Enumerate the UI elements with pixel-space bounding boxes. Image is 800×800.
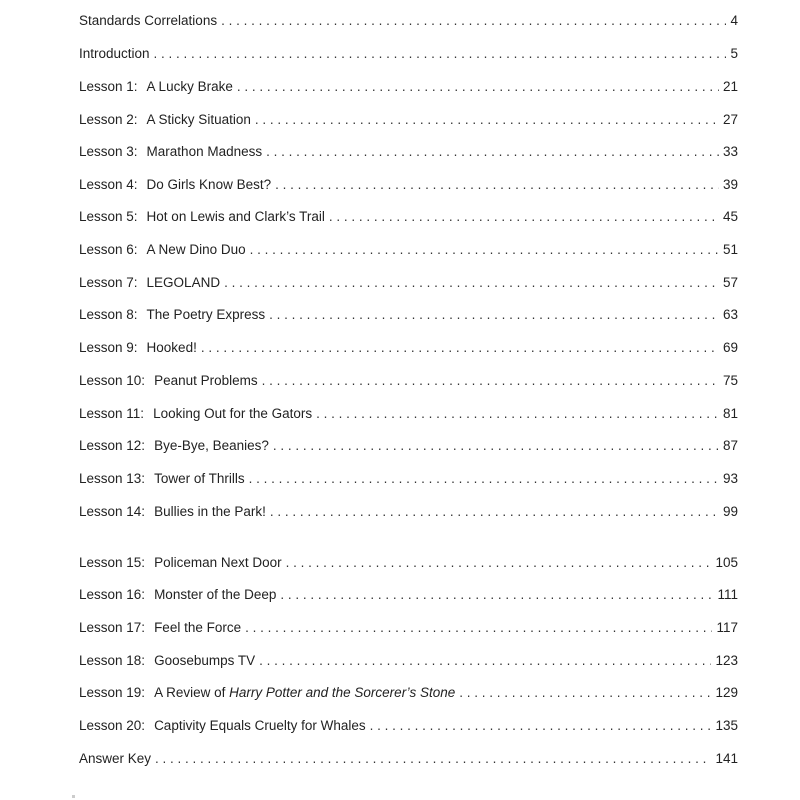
toc-entry-lesson-5[interactable]: [79, 206, 738, 228]
lesson-label: Lesson 19:: [79, 685, 146, 700]
lesson-label: Lesson 9:: [79, 340, 138, 355]
lesson-label: Lesson 11:: [79, 406, 145, 421]
dot-leader: [329, 206, 719, 228]
dot-leader: [249, 468, 719, 490]
toc-page-number: 5: [730, 46, 738, 61]
dot-leader: [270, 501, 719, 523]
toc-page-number: 21: [722, 79, 738, 94]
toc-entry-title: [79, 272, 220, 294]
lesson-title: A New Dino Duo: [146, 242, 246, 257]
dot-leader: [250, 239, 719, 261]
toc-entry-lesson-14[interactable]: [79, 501, 738, 523]
lesson-title-prefix: A Review of: [154, 685, 230, 700]
toc-entry-title: [79, 435, 269, 457]
dot-leader: [286, 552, 712, 574]
dot-leader: [224, 272, 719, 294]
lesson-label: Lesson 5:: [79, 209, 138, 224]
toc-entry-title: [79, 584, 276, 606]
toc-page-number: 81: [722, 406, 738, 421]
toc-page-number: 75: [722, 373, 738, 388]
dot-leader: [459, 682, 711, 704]
toc-entry-lesson-13[interactable]: [79, 468, 738, 490]
lesson-title: LEGOLAND: [146, 275, 221, 290]
toc-entry-title: [79, 617, 241, 639]
toc-entry-lesson-2[interactable]: [79, 109, 738, 131]
lesson-title: Feel the Force: [154, 620, 242, 635]
lesson-label: Lesson 15:: [79, 555, 146, 570]
lesson-label: Lesson 20:: [79, 718, 146, 733]
toc-page-number: 33: [722, 144, 738, 159]
toc-entry-lesson-20[interactable]: [79, 715, 738, 737]
lesson-label: Lesson 7:: [79, 275, 138, 290]
toc-entry-title: [79, 206, 325, 228]
toc-entry-lesson-16[interactable]: [79, 584, 738, 606]
toc-page-number: 4: [730, 13, 738, 28]
toc-entry-lesson-1[interactable]: [79, 76, 738, 98]
toc-entry-lesson-11[interactable]: [79, 403, 738, 425]
lesson-label: Lesson 8:: [79, 307, 138, 322]
lesson-label: Lesson 16:: [79, 587, 146, 602]
dot-leader: [154, 43, 727, 65]
toc-entry-title: [79, 239, 246, 261]
toc-entry-title: [79, 141, 262, 163]
toc-page-number: 51: [722, 242, 738, 257]
lesson-title: Policeman Next Door: [154, 555, 282, 570]
toc-entry-title: [79, 109, 251, 131]
dot-leader: [255, 109, 719, 131]
dot-leader: [269, 304, 719, 326]
toc-page-number: 27: [722, 112, 738, 127]
toc-page-number: 57: [722, 275, 738, 290]
toc-page-number: 63: [722, 307, 738, 322]
lesson-label: Lesson 18:: [79, 653, 146, 668]
lesson-title-italic: Harry Potter and the Sorcerer’s Stone: [229, 685, 456, 700]
toc-entry-title: [79, 682, 455, 704]
lesson-title: Tower of Thrills: [154, 471, 245, 486]
dot-leader: [266, 141, 719, 163]
toc-entry-lesson-12[interactable]: [79, 435, 738, 457]
lesson-title: Captivity Equals Cruelty for Whales: [154, 718, 366, 733]
lesson-title: A Lucky Brake: [146, 79, 233, 94]
toc-entry-lesson-4[interactable]: [79, 174, 738, 196]
toc-entry-title: [79, 337, 197, 359]
lesson-label: Lesson 2:: [79, 112, 138, 127]
lesson-title: The Poetry Express: [146, 307, 266, 322]
toc-entry-lesson-9[interactable]: [79, 337, 738, 359]
toc-page-number: 117: [716, 620, 738, 635]
toc-page-number: 129: [715, 685, 738, 700]
toc-entry-lesson-7[interactable]: [79, 272, 738, 294]
toc-entry-title: [79, 76, 233, 98]
toc-entry-introduction[interactable]: [79, 43, 738, 65]
dot-leader: [245, 617, 712, 639]
lesson-title: Hooked!: [146, 340, 197, 355]
toc-entry-lesson-10[interactable]: [79, 370, 738, 392]
lesson-label: Lesson 17:: [79, 620, 146, 635]
toc-entry-title: [79, 552, 282, 574]
lesson-label: Lesson 6:: [79, 242, 138, 257]
lesson-title: Peanut Problems: [154, 373, 258, 388]
toc-entry-lesson-8[interactable]: [79, 304, 738, 326]
toc-page-number: 87: [722, 438, 738, 453]
toc-page-number: 105: [715, 555, 738, 570]
toc-entry-lesson-18[interactable]: [79, 650, 738, 672]
dot-leader: [262, 370, 719, 392]
page-edge-mark: [72, 795, 75, 798]
lesson-label: Lesson 3:: [79, 144, 138, 159]
toc-page-number: 69: [722, 340, 738, 355]
dot-leader: [275, 174, 719, 196]
toc-entry-title: [79, 403, 312, 425]
dot-leader: [273, 435, 719, 457]
toc-entry-title: [79, 650, 255, 672]
toc-entry-title: [79, 715, 366, 737]
toc-entry-answer-key[interactable]: [79, 748, 738, 770]
toc-entry-title: [79, 174, 271, 196]
dot-leader: [237, 76, 719, 98]
toc-page-number: 93: [722, 471, 738, 486]
lesson-title: Bullies in the Park!: [154, 504, 266, 519]
lesson-title: Looking Out for the Gators: [153, 406, 313, 421]
toc-entry-lesson-17[interactable]: [79, 617, 738, 639]
toc-entry-lesson-15[interactable]: [79, 552, 738, 574]
toc-entry-lesson-3[interactable]: [79, 141, 738, 163]
lesson-title: Hot on Lewis and Clark’s Trail: [146, 209, 325, 224]
toc-entry-title: [79, 370, 258, 392]
dot-leader: [221, 10, 726, 32]
lesson-label: Lesson 14:: [79, 504, 146, 519]
toc-entry-title: [79, 304, 265, 326]
toc-page-number: 141: [715, 751, 738, 766]
toc-page-number: 99: [722, 504, 738, 519]
dot-leader: [370, 715, 712, 737]
dot-leader: [155, 748, 711, 770]
toc-page-number: 123: [715, 653, 738, 668]
lesson-title: Monster of the Deep: [154, 587, 277, 602]
lesson-title: Bye-Bye, Beanies?: [154, 438, 269, 453]
toc-page-number: 111: [717, 587, 738, 602]
lesson-label: Lesson 12:: [79, 438, 146, 453]
dot-leader: [316, 403, 719, 425]
lesson-title: A Sticky Situation: [146, 112, 251, 127]
lesson-label: Lesson 10:: [79, 373, 146, 388]
dot-leader: [201, 337, 719, 359]
dot-leader: [259, 650, 711, 672]
toc-entry-title: [79, 501, 266, 523]
lesson-label: Lesson 4:: [79, 177, 138, 192]
toc-entry-title: Answer Key: [79, 751, 152, 766]
toc-page-number: 45: [722, 209, 738, 224]
lesson-label: Lesson 13:: [79, 471, 146, 486]
lesson-label: Lesson 1:: [79, 79, 138, 94]
toc-entry-title: Standards Correlations: [79, 13, 218, 28]
toc-entry-title: [79, 468, 245, 490]
dot-leader: [280, 584, 713, 606]
toc-page-number: 39: [722, 177, 738, 192]
toc-entry-lesson-19[interactable]: [79, 682, 738, 704]
lesson-title: Goosebumps TV: [154, 653, 256, 668]
toc-entry-standards-correlations[interactable]: [79, 10, 738, 32]
lesson-title: Marathon Madness: [146, 144, 263, 159]
lesson-title: Do Girls Know Best?: [146, 177, 272, 192]
toc-page-number: 135: [715, 718, 738, 733]
toc-entry-title: Introduction: [79, 46, 150, 61]
toc-entry-lesson-6[interactable]: [79, 239, 738, 261]
